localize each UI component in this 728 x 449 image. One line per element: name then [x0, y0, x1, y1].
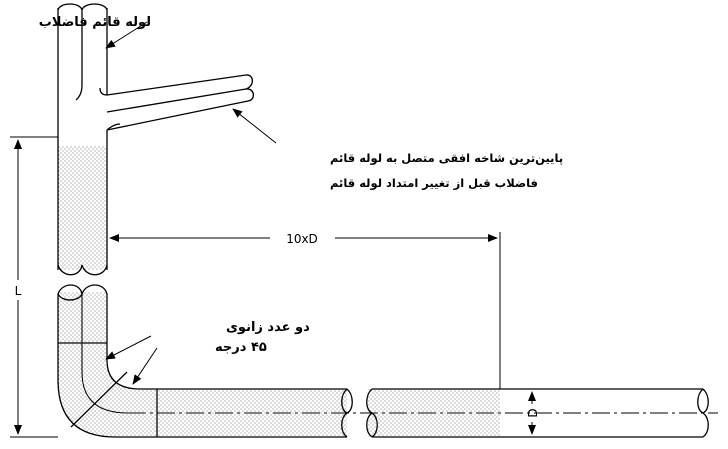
horizontal-branch [100, 75, 253, 130]
elbows-label-line1: دو عدد زانوی [226, 320, 310, 335]
branch-label-line2: فاضلاب قبل از تغییر امتداد لوله قائم [330, 176, 538, 190]
length-dimension-label: 10xD [286, 232, 318, 246]
vertical-stack-label: لوله قائم فاضلاب [38, 15, 151, 30]
upper-vertical-stack [58, 4, 107, 275]
elbows-label-line2: ۴۵ درجه [215, 340, 267, 355]
lower-stack-and-elbows [58, 285, 360, 437]
branch-label-line1: پایین‌ترین شاخه افقی متصل به لوله قائم [330, 151, 564, 165]
height-dimension-label: L [14, 284, 22, 298]
diameter-dimension-label: D [526, 408, 540, 418]
